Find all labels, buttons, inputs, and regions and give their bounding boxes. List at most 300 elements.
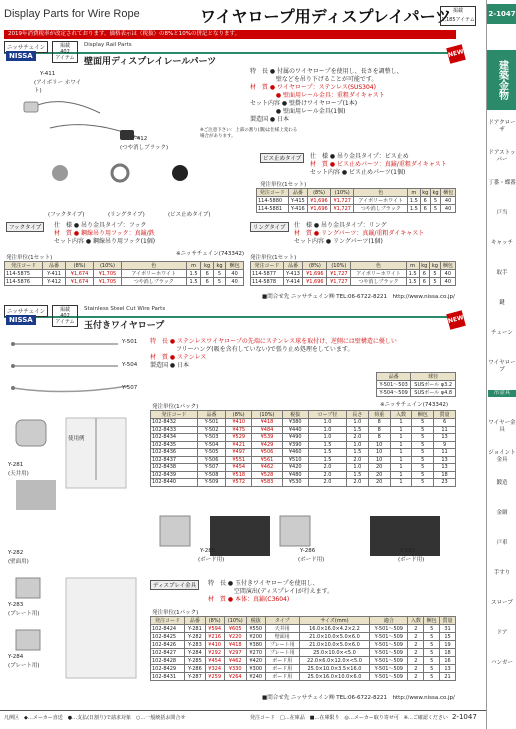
- ring-table: [250, 261, 456, 286]
- section1-title-en: Display Rail Parts: [84, 42, 132, 48]
- reg-line3: アイテム: [55, 55, 75, 61]
- table-cell: ¥605: [224, 625, 246, 633]
- y281-sub: (天井用): [8, 471, 29, 477]
- table-header: (8%): [205, 617, 224, 625]
- table-cell: 1.0: [347, 464, 369, 472]
- table-cell: Y-284: [185, 649, 205, 657]
- table-header: (8%): [303, 262, 327, 270]
- table-row[interactable]: [251, 278, 456, 286]
- page-footer: [0, 710, 486, 729]
- table-cell: 1: [390, 449, 412, 457]
- table-cell: 5: [430, 270, 441, 278]
- table-header: 質量: [440, 617, 456, 625]
- table-row[interactable]: [151, 673, 456, 681]
- table-cell: 102-8433: [151, 426, 198, 434]
- y411-part: [24, 102, 38, 112]
- table-cell: 1.0: [308, 434, 346, 442]
- table-cell: 1.5: [408, 197, 420, 205]
- table-row: [377, 381, 456, 389]
- display-parts-table: [150, 616, 456, 681]
- table-cell: 5: [412, 419, 434, 427]
- table-cell: 40: [226, 278, 244, 286]
- spec-line: 製造国 ● 日本: [250, 116, 290, 123]
- table-row[interactable]: [5, 270, 244, 278]
- sidebar-item[interactable]: チェーン: [491, 330, 513, 336]
- table-cell: Y-509: [197, 479, 225, 487]
- table-row[interactable]: [151, 419, 456, 427]
- table-cell: 壁面用: [265, 633, 299, 641]
- cut-wire-table: [150, 410, 456, 487]
- sidebar-item[interactable]: 取手: [496, 270, 508, 276]
- table-cell: 9: [434, 441, 456, 449]
- table-header: 色: [354, 189, 408, 197]
- sidebar-item[interactable]: キャッチ: [490, 240, 513, 246]
- table-cell: 102-8424: [151, 625, 185, 633]
- reg-line2: 402: [60, 49, 70, 55]
- section3-min-order: 発注単位(1パック): [152, 610, 199, 616]
- table-cell: 16.0×16.0×4.2×2.2: [299, 625, 370, 633]
- table-row[interactable]: [151, 426, 456, 434]
- table-cell: 8: [368, 419, 390, 427]
- table-cell: アイボリーホワイト: [351, 270, 406, 278]
- table-cell: つや消しブラック: [351, 278, 406, 286]
- table-header: kg: [201, 262, 213, 270]
- sidebar-item[interactable]: 丁番・蝶番: [488, 180, 516, 186]
- table-cell: 1.5: [347, 471, 369, 479]
- table-row[interactable]: [151, 456, 456, 464]
- table-cell: 16: [440, 657, 456, 665]
- table-cell: Y-508: [197, 471, 225, 479]
- table-cell: 6: [434, 419, 456, 427]
- table-cell: ¥1,705: [94, 270, 122, 278]
- table-cell: つや消しブラック: [354, 205, 408, 213]
- table-cell: ¥454: [226, 464, 252, 472]
- table-cell: ¥200: [246, 633, 265, 641]
- table-cell: Y-286: [185, 665, 205, 673]
- spec-line: 材 質 ● ワイヤロープ：ステンレス(SUS304): [250, 84, 376, 91]
- table-cell: ¥1,727: [327, 270, 351, 278]
- table-row[interactable]: [151, 657, 456, 665]
- table-cell: ¥292: [205, 649, 224, 657]
- table-cell: 40: [440, 270, 455, 278]
- y282-sub: (壁面用): [8, 559, 29, 565]
- table-cell: ¥1,727: [327, 278, 351, 286]
- table-cell: 102-8437: [151, 456, 198, 464]
- spec-line: 材 質 ● ビス止めパーツ：真鍮/重粗ダイキャスト: [310, 161, 447, 168]
- part-y507: Y-507: [122, 385, 138, 391]
- table-row[interactable]: [151, 641, 456, 649]
- table-cell: ¥380: [246, 641, 265, 649]
- reg-line1: 掲載: [59, 307, 70, 313]
- section1-maker: ニッサチェイン: [4, 41, 48, 53]
- table-cell: 114-5876: [5, 278, 43, 286]
- table-cell: Y-501～509: [370, 665, 408, 673]
- table-cell: ¥1,696: [303, 270, 327, 278]
- table-cell: 2: [408, 657, 424, 665]
- section2-maker-code: ※ニッサチェイン(743342): [380, 402, 449, 408]
- table-cell: 1: [390, 434, 412, 442]
- table-cell: Y-412: [43, 278, 66, 286]
- table-cell: アイボリーホワイト: [354, 197, 408, 205]
- table-cell: 1: [390, 464, 412, 472]
- table-cell: Y-415: [288, 197, 307, 205]
- ball-y504: [11, 364, 15, 368]
- y411-label: Y-411: [40, 71, 56, 77]
- spec-line: セット内容 ● 壁掛けワイヤロープ(1本): [250, 100, 358, 107]
- table-cell: 5: [430, 278, 441, 286]
- table-cell: 5: [424, 649, 440, 657]
- usage-photo-2: [66, 578, 136, 678]
- table-cell: 13: [434, 456, 456, 464]
- table-header: サイズ(mm): [299, 617, 370, 625]
- table-cell: 天井用: [265, 625, 299, 633]
- table-header: kg: [430, 262, 441, 270]
- table-cell: 18: [434, 471, 456, 479]
- sidebar-item[interactable]: ドア: [496, 630, 508, 636]
- table-cell: ¥490: [282, 434, 308, 442]
- category-sidebar: [486, 0, 516, 729]
- table-header: 品番: [197, 411, 225, 419]
- y285-label: Y-285: [200, 548, 216, 554]
- table-cell: ¥1,696: [307, 205, 330, 213]
- table-header: タイプ: [265, 617, 299, 625]
- spec-line: 材 質 ● ステンレス: [150, 354, 207, 361]
- table-row[interactable]: [257, 197, 456, 205]
- table-cell: 1.5: [186, 278, 201, 286]
- spec-line: 材 質 ● リングパーツ：真鍮/重粗ダイキャスト: [294, 230, 425, 237]
- table-cell: Y-283: [185, 641, 205, 649]
- table-cell: 1: [390, 441, 412, 449]
- table-row[interactable]: [151, 625, 456, 633]
- y286-label: Y-286: [300, 548, 316, 554]
- table-cell: 40: [440, 278, 455, 286]
- table-cell: 114-5875: [5, 270, 43, 278]
- board-parts-photos: [150, 512, 450, 572]
- tax-notice: 2019年消費税率が改定されております。価格表示は（税抜）の8%と10%の併記となります。: [4, 30, 456, 39]
- table-header: 梱包: [412, 411, 434, 419]
- table-cell: 40: [226, 270, 244, 278]
- table-header: (10%): [327, 262, 351, 270]
- table-cell: 5: [412, 449, 434, 457]
- table-cell: 2: [408, 633, 424, 641]
- table-cell: 2.0: [308, 471, 346, 479]
- table-cell: 114-5881: [257, 205, 289, 213]
- table-cell: 11: [434, 449, 456, 457]
- table-header: 品番: [283, 262, 303, 270]
- table-cell: 1.5: [406, 270, 419, 278]
- table-cell: ¥440: [282, 426, 308, 434]
- spec-line: 仕 様 ● 吊り金具タイプ：フック: [54, 222, 147, 229]
- table-header: 税抜: [282, 411, 308, 419]
- header-title-en: Display Parts for Wire Rope: [4, 8, 140, 20]
- table-cell: 5: [424, 657, 440, 665]
- table-cell: Y-501～509: [370, 633, 408, 641]
- table-cell: 1.5: [308, 456, 346, 464]
- table-cell: ¥297: [224, 649, 246, 657]
- table-cell: Y-504～509: [377, 389, 411, 397]
- hook-part: [52, 165, 68, 181]
- section2-maker: ニッサチェイン: [4, 305, 48, 317]
- table-cell: 102-8436: [151, 449, 198, 457]
- table-cell: ボード用: [265, 665, 299, 673]
- table-cell: ¥572: [226, 479, 252, 487]
- table-row[interactable]: [151, 434, 456, 442]
- table-row[interactable]: [151, 649, 456, 657]
- sidebar-item[interactable]: ワイヤー金具: [488, 420, 516, 433]
- sidebar-item[interactable]: 吊金具: [488, 390, 516, 397]
- table-cell: 2: [408, 673, 424, 681]
- table-cell: ¥421: [226, 441, 252, 449]
- table-cell: Y-501～509: [370, 649, 408, 657]
- hook-spec: [54, 222, 234, 246]
- table-cell: 25.0×10.0×<5.0: [299, 649, 370, 657]
- table-cell: 5: [424, 633, 440, 641]
- table-cell: Y-413: [283, 270, 303, 278]
- table-header: (10%): [252, 411, 282, 419]
- table-header: 荷重: [368, 411, 390, 419]
- spec-line: 仕 様 ● 吊り金具タイプ：ビス止め: [310, 153, 409, 160]
- table-cell: Y-501～509: [370, 657, 408, 665]
- table-cell: ¥506: [252, 449, 282, 457]
- table-cell: 6: [201, 278, 213, 286]
- table-row: [377, 389, 456, 397]
- table-cell: 6: [419, 270, 430, 278]
- table-cell: ¥1,705: [94, 278, 122, 286]
- table-cell: 5: [412, 464, 434, 472]
- ring-type-tag: リングタイプ: [250, 222, 289, 232]
- sidebar-item[interactable]: 戸車: [496, 540, 508, 546]
- table-row[interactable]: [151, 479, 456, 487]
- table-cell: Y-505: [197, 449, 225, 457]
- y281-label: Y-281: [8, 462, 24, 468]
- table-cell: 20: [368, 479, 390, 487]
- table-cell: ¥216: [205, 633, 224, 641]
- wire-y507: [13, 386, 128, 392]
- table-header: 適合: [370, 617, 408, 625]
- table-cell: 1: [390, 456, 412, 464]
- table-cell: 40: [441, 197, 456, 205]
- table-cell: Y-501～509: [370, 641, 408, 649]
- footer-page-number: 2-1047: [452, 713, 477, 721]
- table-cell: ¥539: [252, 434, 282, 442]
- reg-line1: 掲載: [59, 43, 70, 49]
- wire-rope-1: [30, 102, 100, 113]
- section2-reg-badge: [52, 305, 78, 327]
- table-cell: ¥264: [224, 673, 246, 681]
- table-cell: ¥418: [224, 641, 246, 649]
- table-cell: 114-5880: [257, 197, 289, 205]
- sidebar-item[interactable]: ドアクローザ: [488, 120, 516, 133]
- table-header: m: [186, 262, 201, 270]
- section1-reg-badge: [52, 41, 78, 63]
- table-cell: ¥497: [226, 449, 252, 457]
- section1-inquiry[interactable]: ■問合せ先 ニッサチェイン㈱ TEL:06-6722-8221 http://www.nissa.co.jp/: [262, 294, 455, 300]
- table-cell: 102-8429: [151, 665, 185, 673]
- table-cell: つや消しブラック: [121, 278, 186, 286]
- y287-sub: (ボード用): [398, 557, 425, 563]
- table-header: m: [408, 189, 420, 197]
- table-cell: ¥380: [282, 419, 308, 427]
- table-row[interactable]: [151, 633, 456, 641]
- section2-title-jp: 玉付きワイヤロープ: [84, 321, 165, 331]
- sidebar-item[interactable]: ドアストッパー: [488, 150, 516, 163]
- spec-line: 空間演出(ディスプレイ)が行えます。: [208, 588, 334, 595]
- badge-line2: 1,185アイテム: [441, 17, 475, 23]
- table-cell: 5: [424, 625, 440, 633]
- section2-min-order: 発注単位(1パック): [152, 404, 199, 410]
- table-header: kg: [430, 189, 440, 197]
- y287-label: Y-287: [400, 548, 416, 554]
- table-cell: 1.5: [408, 205, 420, 213]
- table-cell: 10: [368, 449, 390, 457]
- table-row[interactable]: [5, 278, 244, 286]
- table-cell: 22.0×6.0×12.0×<5.0: [299, 657, 370, 665]
- new-flag-icon: NEW: [446, 44, 466, 64]
- spec-line: 特 長 ● 付属のワイヤロープを使用し、長さを調整し、: [250, 68, 403, 75]
- table-cell: 1: [390, 419, 412, 427]
- table-header: 発注コード: [151, 411, 198, 419]
- section1-title-jp: 壁面用ディスプレイレールパーツ: [84, 57, 217, 67]
- table-cell: 1.5: [308, 449, 346, 457]
- table-cell: ¥270: [246, 649, 265, 657]
- table-cell: Y-411: [43, 270, 66, 278]
- y411-sub: (アイボリー ホワイト): [34, 80, 82, 94]
- table-cell: 1.5: [406, 278, 419, 286]
- table-cell: ¥484: [252, 426, 282, 434]
- sidebar-item[interactable]: ジョイント金具: [488, 450, 516, 463]
- display-parts-photos: [6, 410, 146, 700]
- table-cell: 102-8425: [151, 633, 185, 641]
- table-row[interactable]: [151, 441, 456, 449]
- table-cell: Y-506: [197, 456, 225, 464]
- table-cell: 1.5: [347, 449, 369, 457]
- sidebar-category[interactable]: 建築金物: [487, 50, 516, 110]
- sidebar-item[interactable]: 戸当: [496, 210, 508, 216]
- sidebar-item[interactable]: 鍛造: [496, 480, 508, 486]
- table-cell: 5: [430, 205, 440, 213]
- table-cell: 5: [213, 278, 225, 286]
- table-cell: Y-503: [197, 434, 225, 442]
- table-row[interactable]: [251, 270, 456, 278]
- table-cell: 18: [440, 649, 456, 657]
- table-header: 品番: [43, 262, 66, 270]
- table-row[interactable]: [151, 665, 456, 673]
- table-cell: Y-282: [185, 633, 205, 641]
- table-cell: 1.0: [347, 419, 369, 427]
- table-cell: 114-5877: [251, 270, 284, 278]
- table-cell: ¥324: [205, 665, 224, 673]
- table-row[interactable]: [151, 471, 456, 479]
- table-cell: SUSボール φ4.8: [411, 389, 456, 397]
- sidebar-item[interactable]: 金網: [496, 510, 508, 516]
- table-cell: 102-8432: [151, 419, 198, 427]
- table-header: 発注コード: [151, 617, 185, 625]
- spec-line: 仕 様 ● 吊り金具タイプ：リング: [294, 222, 387, 229]
- sidebar-item[interactable]: 鍵: [499, 300, 505, 306]
- ring-part: [112, 165, 128, 181]
- table-cell: 1: [390, 426, 412, 434]
- table-cell: 25.0×16.0×10.0×6.0: [299, 673, 370, 681]
- table-cell: 102-8427: [151, 649, 185, 657]
- table-cell: Y-502: [197, 426, 225, 434]
- table-cell: 5: [424, 641, 440, 649]
- sidebar-item[interactable]: ハンガー: [490, 660, 513, 666]
- table-row[interactable]: [257, 205, 456, 213]
- table-header: 色: [351, 262, 406, 270]
- table-header: kg: [419, 262, 430, 270]
- table-cell: 102-8428: [151, 657, 185, 665]
- table-cell: Y-507: [197, 464, 225, 472]
- table-row[interactable]: [151, 449, 456, 457]
- section2-logo: NISSA: [6, 315, 36, 325]
- table-cell: 25.0×10.0×3.5×16.0: [299, 665, 370, 673]
- hook-type-label: (フックタイプ): [48, 212, 85, 218]
- table-header: (10%): [94, 262, 122, 270]
- ball-y507: [11, 386, 15, 390]
- table-cell: 102-8440: [151, 479, 198, 487]
- table-cell: Y-281: [185, 625, 205, 633]
- y284-sub: (プレート用): [8, 663, 40, 669]
- table-cell: ¥300: [246, 665, 265, 673]
- y283-sub: (プレート用): [8, 611, 40, 617]
- table-cell: 5: [412, 441, 434, 449]
- table-header: 質量: [434, 411, 456, 419]
- sidebar-page-number: 2-1047: [487, 4, 516, 24]
- table-cell: ¥475: [226, 426, 252, 434]
- section3-inquiry[interactable]: ■問合せ先 ニッサチェイン㈱ TEL:06-6722-8221 http://www.nissa.co.jp/: [262, 695, 455, 701]
- table-cell: 20: [368, 471, 390, 479]
- sidebar-item[interactable]: スロープ: [491, 600, 513, 606]
- section1-note: ※ご注意下さい：上部の割り(溝)は仕様上変わる場合があります。: [200, 128, 298, 139]
- ball-y501: [11, 342, 15, 346]
- table-cell: 40: [441, 205, 456, 213]
- table-cell: 13: [440, 665, 456, 673]
- hook-table: [4, 261, 244, 286]
- table-cell: ¥1,696: [303, 278, 327, 286]
- table-cell: 2.0: [308, 464, 346, 472]
- y286-photo: [280, 516, 310, 546]
- table-cell: ¥429: [252, 441, 282, 449]
- table-cell: Y-501～509: [370, 625, 408, 633]
- sidebar-item[interactable]: 手すり: [493, 570, 511, 576]
- y283-photo: [16, 578, 40, 598]
- table-cell: 1.5: [308, 441, 346, 449]
- table-row[interactable]: [151, 464, 456, 472]
- table-cell: 102-8439: [151, 471, 198, 479]
- table-header: (8%): [226, 411, 252, 419]
- table-cell: ¥390: [282, 441, 308, 449]
- table-cell: 11: [434, 426, 456, 434]
- hook-type-tag: フックタイプ: [6, 222, 44, 232]
- table-cell: ¥529: [226, 434, 252, 442]
- table-cell: ¥259: [205, 673, 224, 681]
- badge-line1: 掲載: [452, 8, 463, 14]
- table-cell: 2.0: [347, 434, 369, 442]
- table-row: [377, 373, 456, 381]
- table-header: 梱包: [226, 262, 244, 270]
- table-header: (10%): [224, 617, 246, 625]
- part-y504: Y-504: [122, 362, 138, 368]
- table-cell: ¥418: [252, 419, 282, 427]
- table-header: 入数: [390, 411, 412, 419]
- table-cell: ¥561: [252, 456, 282, 464]
- table-cell: ¥410: [226, 419, 252, 427]
- sidebar-item[interactable]: ワイヤロープ: [488, 360, 516, 373]
- table-cell: 6: [201, 270, 213, 278]
- table-cell: 102-8431: [151, 673, 185, 681]
- table-cell: 102-8435: [151, 441, 198, 449]
- table-cell: Y-287: [185, 673, 205, 681]
